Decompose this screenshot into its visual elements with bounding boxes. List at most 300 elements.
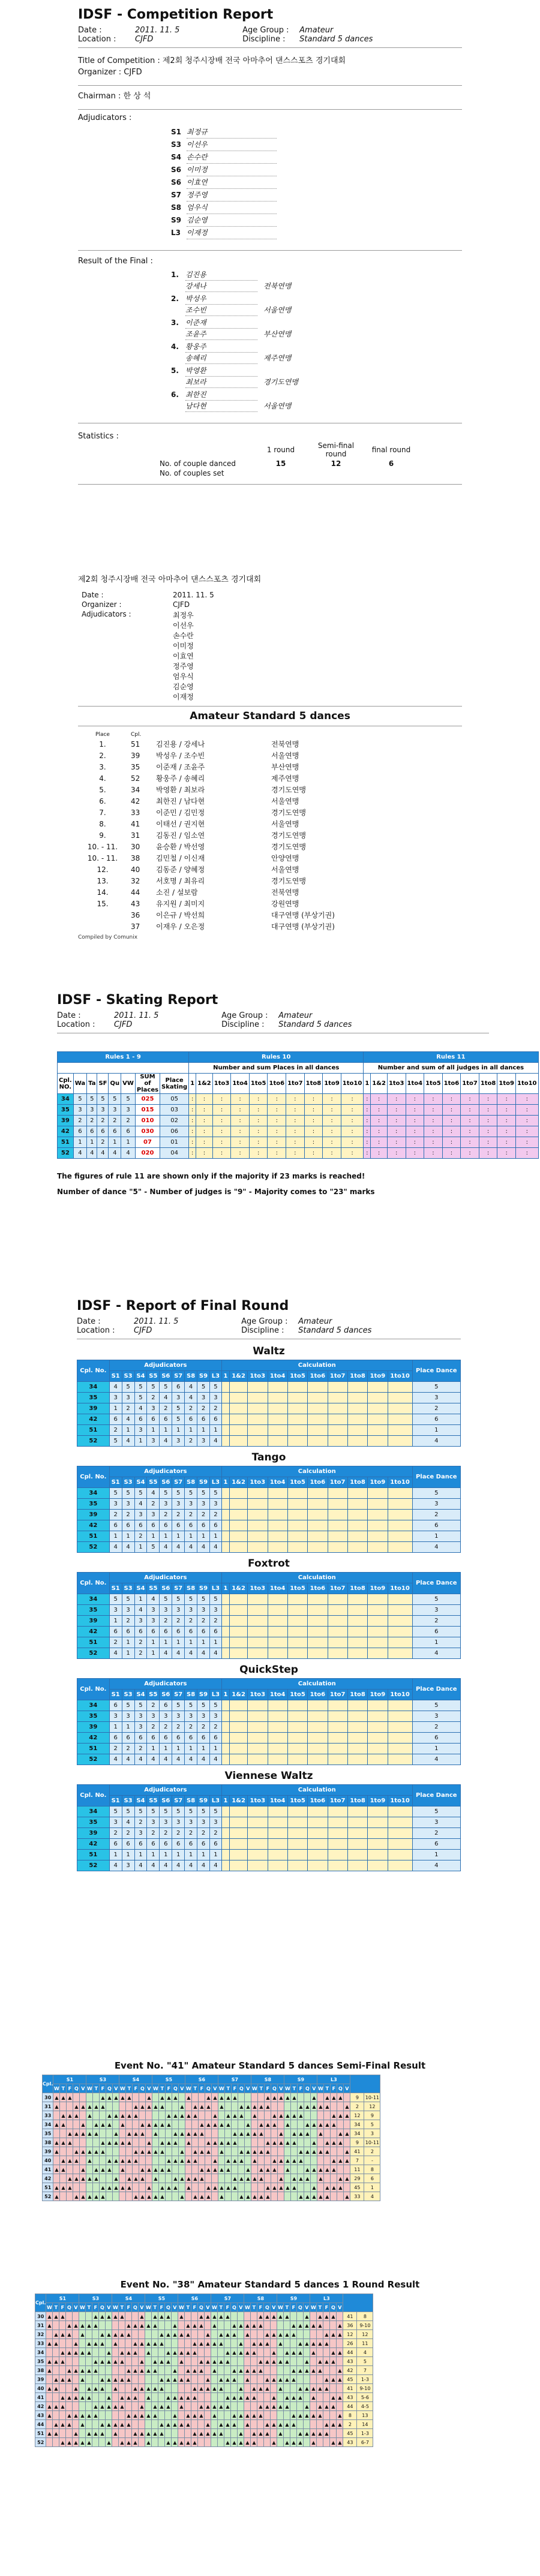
rule11-cell: : [406, 1094, 424, 1105]
cross-mark [146, 2174, 152, 2183]
calc-cell [388, 1510, 412, 1520]
rule11-cell: : [371, 1105, 388, 1116]
cross-mark: ▲ [133, 2192, 139, 2201]
judge-mark: 2 [172, 1828, 185, 1839]
cross-mark: ▲ [271, 2093, 278, 2102]
result-partner: 최보라 [185, 377, 257, 388]
spacer [171, 401, 185, 412]
judge-code: L3 [209, 1371, 221, 1382]
result-row [171, 389, 462, 401]
cross-mark: ▲ [133, 2147, 139, 2156]
cross-mark: ▲ [311, 2183, 317, 2192]
cross-mark: ▲ [304, 2357, 310, 2366]
calc-cell [221, 1414, 229, 1425]
judge-mark: 4 [109, 1542, 122, 1553]
cross-mark: ▲ [344, 2174, 350, 2183]
judge-mark: 5 [197, 1594, 210, 1605]
cross-mark: ▲ [344, 2111, 350, 2120]
adjudicators-header: Adjudicators [109, 1679, 221, 1690]
calc-col: 1&2 [230, 1690, 248, 1700]
cross-mark [73, 2402, 79, 2411]
cross-mark: ▲ [178, 2393, 185, 2402]
stat-header: final round [371, 446, 411, 454]
cross-mark: ▲ [165, 2312, 172, 2321]
cross-mark: ▲ [198, 2384, 205, 2393]
result-partner: 강세나 [185, 281, 257, 292]
calc-cell [221, 1616, 229, 1627]
cross-mark: ▲ [99, 2375, 106, 2384]
cross-mark [112, 2393, 119, 2402]
calc-col-header: 1to5 [249, 1074, 268, 1094]
cross-mark: ▲ [257, 2339, 264, 2348]
adjudicator-name: 손수란 [187, 151, 277, 164]
cross-mark [133, 2138, 139, 2147]
placing-couple: 이준재 / 조윤주 [156, 763, 205, 771]
placing-number: 51 [131, 740, 140, 749]
judge-mark: 1 [160, 1637, 172, 1648]
cross-mark [284, 2174, 291, 2183]
cross-mark: ▲ [211, 2312, 218, 2321]
judge-code: S5 [147, 1796, 160, 1806]
judge-mark: 6 [109, 1839, 122, 1850]
judge-mark: 1 [197, 1850, 210, 1860]
judge-mark: 3 [147, 1605, 160, 1616]
cross-mark: ▲ [232, 2111, 238, 2120]
calc-cell [328, 1850, 347, 1860]
cross-mark: ▲ [86, 2156, 93, 2165]
dance-letter: T [60, 2084, 67, 2093]
rule11-cell: : [442, 1094, 461, 1105]
cross-mark [277, 2438, 284, 2447]
cross-mark: ▲ [317, 2384, 323, 2393]
cross-mark: ▲ [145, 2366, 152, 2375]
couple-number: 30 [35, 2312, 46, 2321]
judge-mark: 4 [172, 1860, 185, 1871]
cross-mark [100, 2129, 106, 2138]
couple-number: 34 [43, 2120, 53, 2129]
couple-total: 41 [343, 2312, 357, 2321]
cross-mark [304, 2330, 310, 2339]
cross-mark: ▲ [344, 2129, 350, 2138]
result-list [171, 269, 462, 412]
result-place: 2. [171, 294, 179, 303]
cross-mark: ▲ [198, 2411, 205, 2420]
dance-letter: F [191, 2303, 198, 2312]
couple-number: 39 [43, 2147, 53, 2156]
cross-mark: ▲ [244, 2330, 251, 2339]
judge-mark: 3 [197, 1499, 210, 1510]
cross-mark: ▲ [172, 2438, 178, 2447]
cross-mark: ▲ [172, 2183, 179, 2192]
rule10-cell: : [286, 1126, 305, 1137]
cross-mark [79, 2312, 86, 2321]
calc-cell [248, 1436, 268, 1447]
cross-mark: ▲ [264, 2312, 271, 2321]
cross-mark: ▲ [317, 2192, 324, 2201]
cross-mark [152, 2111, 159, 2120]
cross-mark [199, 2183, 205, 2192]
cross-mark: ▲ [298, 2111, 304, 2120]
calc-cell [221, 1382, 229, 1393]
cross-mark: ▲ [231, 2321, 238, 2330]
cross-mark: ▲ [291, 2111, 298, 2120]
judge-mark: 3 [185, 1499, 197, 1510]
calc-cell [268, 1403, 287, 1414]
judge-mark: 5 [147, 1806, 160, 1817]
cross-mark: ▲ [205, 2375, 211, 2384]
judge-mark: 2 [147, 1828, 160, 1839]
cross-mark: ▲ [231, 2348, 238, 2357]
cross-mark: ▲ [277, 2384, 284, 2393]
cross-mark: ▲ [100, 2192, 106, 2201]
calc-cell [287, 1648, 307, 1659]
calc-cell [287, 1711, 307, 1722]
calc-col: 1to9 [368, 1477, 388, 1488]
cross-mark [185, 2102, 192, 2111]
couple-number: 35 [58, 1105, 74, 1116]
result-couple: 박성우 [185, 293, 257, 305]
dance-letter: T [86, 2303, 92, 2312]
judge-mark: 1 [209, 1744, 221, 1754]
calc-cell [308, 1531, 328, 1542]
judge-mark: 6 [172, 1520, 185, 1531]
semi-final-result [0, 2060, 540, 2201]
adjudicator-code: S8 [171, 203, 181, 212]
result-partner: 조윤주 [185, 329, 257, 340]
cross-mark: ▲ [258, 2165, 265, 2174]
adjudicator-code: L3 [171, 229, 181, 237]
dance-letter: F [224, 2303, 231, 2312]
placing-number: 30 [131, 842, 140, 851]
cross-mark: ▲ [106, 2330, 112, 2339]
couple-number: 35 [77, 1393, 110, 1403]
cross-mark [152, 2138, 159, 2147]
cross-mark [324, 2111, 331, 2120]
judge-mark: 5 [172, 1594, 185, 1605]
calc-cell [287, 1425, 307, 1436]
judge-mark: 4 [147, 1488, 160, 1499]
dance-letter: W [185, 2084, 192, 2093]
judge-mark: 1 [122, 1531, 134, 1542]
dance-place: 6 [109, 1126, 121, 1137]
cross-mark: ▲ [66, 2420, 73, 2429]
judge-mark: 5 [134, 1806, 147, 1817]
cross-mark: ▲ [73, 2339, 79, 2348]
cross-mark: ▲ [66, 2393, 73, 2402]
cross-mark: ▲ [119, 2156, 126, 2165]
rule10-cell: : [341, 1126, 364, 1137]
cross-mark [211, 2330, 218, 2339]
cross-mark [125, 2312, 132, 2321]
cross-mark: ▲ [192, 2129, 199, 2138]
judge-mark: 2 [160, 1722, 172, 1733]
cross-mark: ▲ [337, 2156, 344, 2165]
cross-mark: ▲ [251, 2384, 257, 2393]
cross-mark: ▲ [199, 2165, 205, 2174]
calc-col: 1to6 [308, 1690, 328, 1700]
placing-place: 1. [99, 740, 106, 749]
cross-mark: ▲ [126, 2111, 133, 2120]
calc-cell [388, 1499, 412, 1510]
cross-mark: ▲ [337, 2348, 343, 2357]
result-row [171, 317, 462, 329]
calc-cell [347, 1436, 367, 1447]
cross-mark: ▲ [67, 2174, 73, 2183]
couple-place: 3 [364, 2129, 380, 2138]
rule11-cell: : [387, 1126, 406, 1137]
placing-couple: 유지원 / 최미지 [156, 900, 205, 908]
cross-mark: ▲ [152, 2366, 158, 2375]
cross-mark: ▲ [126, 2156, 133, 2165]
cross-mark: ▲ [191, 2411, 198, 2420]
cross-mark: ▲ [172, 2111, 179, 2120]
calc-cell [248, 1531, 268, 1542]
calc-cell [230, 1382, 248, 1393]
cross-mark [304, 2375, 310, 2384]
calc-col: 1to4 [268, 1583, 287, 1594]
cross-mark: ▲ [238, 2102, 245, 2111]
rule11-cell: : [406, 1105, 424, 1116]
cross-mark [304, 2348, 310, 2357]
rule11-cell: : [479, 1116, 497, 1126]
judge-mark: 6 [160, 1414, 172, 1425]
cross-mark: ▲ [99, 2330, 106, 2339]
cross-mark: ▲ [73, 2348, 79, 2357]
judge-mark: 6 [172, 1627, 185, 1637]
cross-mark [244, 2402, 251, 2411]
cross-mark [317, 2111, 324, 2120]
spacer [171, 305, 185, 316]
stat-value: 6 [388, 459, 394, 468]
cross-mark [66, 2312, 73, 2321]
judge-header: S9 [277, 2294, 310, 2303]
couple-number: 43 [35, 2411, 46, 2420]
cross-mark: ▲ [172, 2411, 178, 2420]
cross-mark [212, 2129, 218, 2138]
cross-mark: ▲ [106, 2357, 112, 2366]
cross-mark [264, 2321, 271, 2330]
calc-cell [287, 1627, 307, 1637]
cross-mark: ▲ [284, 2330, 290, 2339]
cross-mark [324, 2156, 331, 2165]
calc-cell [230, 1393, 248, 1403]
cross-mark [257, 2330, 264, 2339]
cross-mark: ▲ [245, 2102, 251, 2111]
calc-cell [368, 1382, 388, 1393]
calc-cell [368, 1733, 388, 1744]
rule10-cell: : [268, 1094, 286, 1105]
cross-mark: ▲ [238, 2192, 245, 2201]
cross-mark [310, 2330, 317, 2339]
judge-mark: 1 [172, 1531, 185, 1542]
calc-cell [308, 1637, 328, 1648]
adjudicator-row [171, 189, 462, 202]
calc-col: 1to6 [308, 1796, 328, 1806]
cross-mark [297, 2330, 304, 2339]
cross-mark [225, 2129, 232, 2138]
couple-total: 43 [343, 2393, 357, 2402]
cross-mark [284, 2147, 291, 2156]
rule11-cell: : [371, 1126, 388, 1137]
judge-mark: 1 [172, 1744, 185, 1754]
cross-mark: ▲ [100, 2183, 106, 2192]
cross-mark [179, 2120, 185, 2129]
place-dance: 2 [412, 1616, 461, 1627]
judge-mark: 3 [134, 1711, 147, 1722]
calc-cell [308, 1594, 328, 1605]
cross-mark: ▲ [185, 2093, 192, 2102]
cross-mark [310, 2420, 317, 2429]
cross-mark: ▲ [311, 2120, 317, 2129]
calc-cell [248, 1594, 268, 1605]
rule11-cell: : [364, 1148, 371, 1159]
cross-mark: ▲ [337, 2330, 343, 2339]
blank [343, 2294, 373, 2312]
calc-cell [287, 1839, 307, 1850]
cross-mark: ▲ [198, 2339, 205, 2348]
cross-mark: ▲ [323, 2357, 330, 2366]
cross-mark [231, 2312, 238, 2321]
cross-mark: ▲ [185, 2420, 191, 2429]
cross-mark: ▲ [172, 2366, 178, 2375]
cross-mark: ▲ [67, 2183, 73, 2192]
calc-cell [287, 1637, 307, 1648]
cross-mark: ▲ [211, 2384, 218, 2393]
cross-mark: ▲ [284, 2183, 291, 2192]
rule10-cell: : [286, 1148, 305, 1159]
calc-col: 1to5 [287, 1371, 307, 1382]
rule10-cell: : [212, 1148, 231, 1159]
judge-mark: 3 [185, 1711, 197, 1722]
rule10-cell: : [304, 1148, 323, 1159]
rule10-cell: : [212, 1105, 231, 1116]
dance-letter: Q [205, 2084, 212, 2093]
cross-mark [139, 2348, 145, 2357]
calc-cell [388, 1382, 412, 1393]
rule11-cell: : [515, 1105, 538, 1116]
judge-code: S7 [172, 1477, 185, 1488]
cross-mark: ▲ [238, 2156, 245, 2165]
cross-mark [225, 2174, 232, 2183]
placing-place: 13. [97, 876, 109, 885]
judge-mark: 2 [197, 1616, 210, 1627]
semi-grid [42, 2075, 380, 2201]
rule11-cell: : [479, 1094, 497, 1105]
judge-mark: 6 [185, 1733, 197, 1744]
cross-mark [298, 2183, 304, 2192]
couple-number: 40 [43, 2156, 53, 2165]
cross-mark [86, 2093, 93, 2102]
couple-number: 51 [77, 1531, 110, 1542]
cross-mark [218, 2321, 224, 2330]
calc-cell [248, 1627, 268, 1637]
adjudicator-name: 이미정 [187, 164, 277, 176]
cross-mark [46, 2393, 53, 2402]
cross-mark: ▲ [119, 2093, 126, 2102]
cpl-header: Cpl. [43, 2075, 53, 2093]
cross-mark [119, 2366, 125, 2375]
sum-of-places: 030 [135, 1126, 160, 1137]
cross-mark [245, 2156, 251, 2165]
judge-mark: 5 [122, 1700, 134, 1711]
round1-title: Event No. "38" Amateur Standard 5 dances 1 Round Result [120, 2279, 420, 2290]
calc-cell [248, 1648, 268, 1659]
judge-mark: 4 [160, 1436, 172, 1447]
judge-mark: 5 [109, 1594, 122, 1605]
placing-couple: 김진용 / 강세나 [156, 740, 205, 749]
couple-number: 52 [77, 1542, 110, 1553]
cross-mark: ▲ [192, 2192, 199, 2201]
couple-total: 29 [350, 2174, 364, 2183]
cross-mark: ▲ [166, 2120, 172, 2129]
cross-mark [199, 2138, 205, 2147]
couple-total: 45 [350, 2183, 364, 2192]
judge-mark: 4 [185, 1393, 197, 1403]
cross-mark [271, 2429, 277, 2438]
cross-mark [86, 2330, 92, 2339]
cross-mark [99, 2348, 106, 2357]
judge-mark: 2 [122, 1744, 134, 1754]
placing-couple: 이태선 / 권지현 [156, 820, 205, 828]
cross-mark: ▲ [238, 2366, 244, 2375]
placing-place: 5. [99, 785, 106, 794]
cross-mark: ▲ [278, 2156, 284, 2165]
calc-col-header: 1to7 [461, 1074, 479, 1094]
calc-cell [347, 1860, 367, 1871]
cross-mark: ▲ [218, 2420, 224, 2429]
cross-mark [179, 2093, 185, 2102]
cross-mark [106, 2192, 113, 2201]
cross-mark: ▲ [92, 2384, 99, 2393]
cross-mark [271, 2129, 278, 2138]
rules-11-header: Rules 11 [364, 1052, 538, 1063]
cross-mark [158, 2321, 165, 2330]
calc-cell [388, 1711, 412, 1722]
rule10-cell: : [323, 1137, 341, 1148]
cross-mark [337, 2312, 343, 2321]
dance-letter: Q [271, 2084, 278, 2093]
calc-col: 1to8 [347, 1371, 367, 1382]
couple-number: 52 [77, 1754, 110, 1765]
calc-cell [308, 1722, 328, 1733]
judge-mark: 2 [185, 1510, 197, 1520]
judge-mark: 6 [147, 1733, 160, 1744]
calc-cell [328, 1860, 347, 1871]
cross-mark [284, 2384, 290, 2393]
calc-cell [328, 1520, 347, 1531]
judge-mark: 3 [209, 1605, 221, 1616]
judge-mark: 1 [160, 1425, 172, 1436]
calc-cell [328, 1722, 347, 1733]
stat-value: 15 [275, 459, 286, 468]
cross-mark [132, 2357, 139, 2366]
cross-mark [317, 2183, 324, 2192]
summary-adjudicator: 이효연 [173, 652, 194, 660]
calc-cell [347, 1700, 367, 1711]
couple-number: 39 [77, 1722, 110, 1733]
cross-mark: ▲ [92, 2321, 99, 2330]
cross-mark: ▲ [100, 2165, 106, 2174]
cross-mark [172, 2147, 179, 2156]
cross-mark: ▲ [59, 2438, 66, 2447]
cross-mark [218, 2156, 225, 2165]
couple-number: 33 [35, 2339, 46, 2348]
cross-mark [238, 2330, 244, 2339]
spacer [171, 377, 185, 388]
calc-col-header: 1to6 [268, 1074, 286, 1094]
calc-cell [268, 1744, 287, 1754]
couple-number: 52 [77, 1436, 110, 1447]
